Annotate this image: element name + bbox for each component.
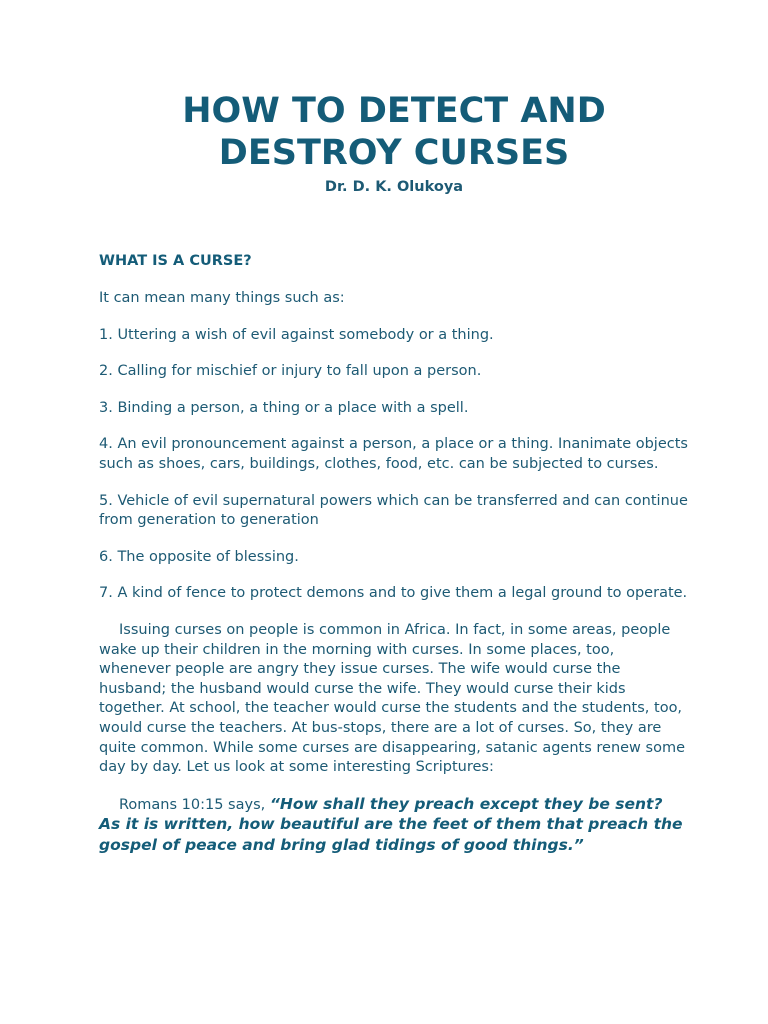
body-paragraph: Issuing curses on people is common in Africa. In fact, in some areas, people wake up their children in the morning with curses. In some places, too, whenever people are angry they issue curses. The wife would curse the husband; the husband would curse the wife. They would curse their kids together. At school, the teacher would curse the students and the students, too, would curse the teachers. At bus-stops, there are a lot of curses. So, they are quite common. While some curses are disappearing, satanic agents renew some day by day. Let us look at some interesting Scriptures: [99, 621, 685, 776]
list-item: 5. Vehicle of evil supernatural powers which can be transferred and can continue from generation to generation [99, 492, 688, 529]
scripture-quote: “How shall they preach except they be sent? As it is written, how beautiful are the feet of them that preach the gospel of peace and bring glad tidings of good things.” [99, 794, 683, 854]
list-item: 3. Binding a person, a thing or a place with a spell. [99, 399, 469, 416]
list-item: 1. Uttering a wish of evil against somebody or a thing. [99, 326, 494, 343]
scripture-paragraph [99, 795, 689, 857]
scripture-reference: Romans 10:15 says, [119, 796, 270, 813]
list-item: 7. A kind of fence to protect demons and to give them a legal ground to operate. [99, 585, 688, 602]
title-line-2: DESTROY CURSES [218, 133, 570, 173]
intro-text: It can mean many things such as: [99, 290, 345, 306]
list-item: 6. The opposite of blessing. [99, 548, 299, 565]
document-title [99, 90, 689, 174]
section-heading: WHAT IS A CURSE? [99, 253, 252, 269]
list-item: 4. An evil pronouncement against a person, a place or a thing. Inanimate objects such as shoes, cars, buildings, clothes, food, etc. can be subjected to curses. [99, 436, 688, 472]
document-page [99, 90, 689, 856]
title-line-1: HOW TO DETECT AND [182, 91, 606, 131]
list-item: 2. Calling for mischief or injury to fall upon a person. [99, 363, 482, 380]
author-name: Dr. D. K. Olukoya [324, 179, 464, 195]
